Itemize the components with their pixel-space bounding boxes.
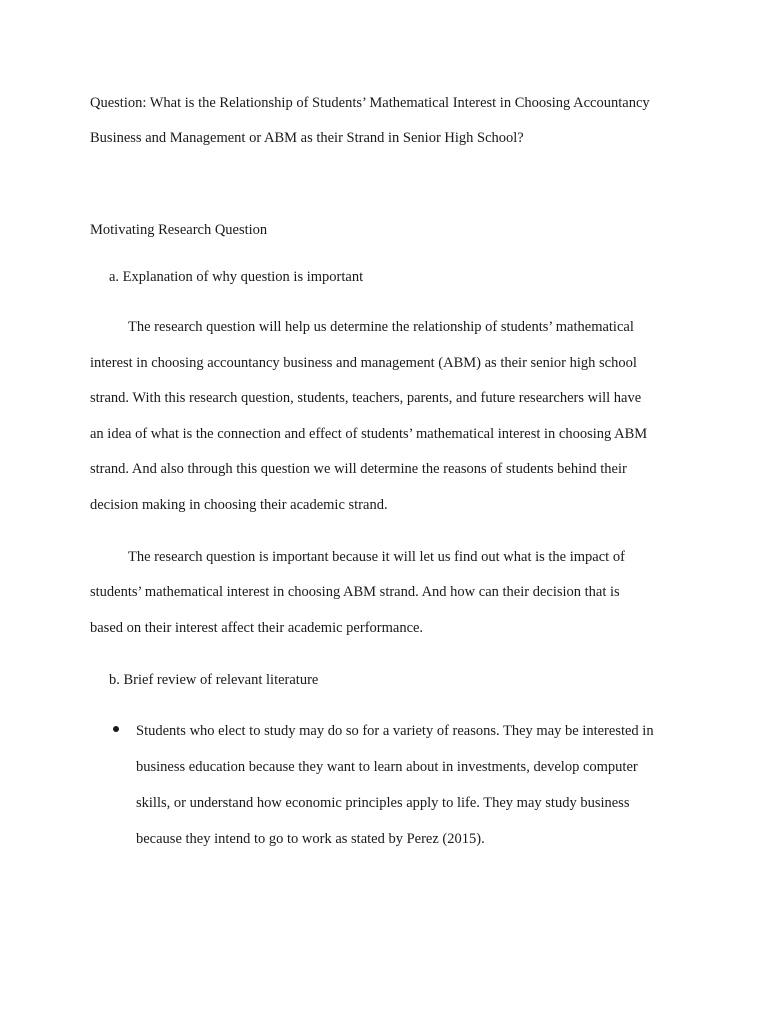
para1-line-5: strand. And also through this question we will determine the reasons of students behind their — [90, 461, 627, 477]
section-heading: Motivating Research Question — [90, 222, 268, 238]
para2-line-2: students’ mathematical interest in choosing ABM strand. And how can their decision that is — [90, 584, 620, 600]
subheading-b: b. Brief review of relevant literature — [109, 672, 319, 688]
question-line-1: Question: What is the Relationship of Students’ Mathematical Interest in Choosing Accountancy — [90, 95, 650, 111]
para2-line-1: The research question is important because it will let us find out what is the impact of — [128, 549, 625, 565]
bullet1-line-4: because they intend to go to work as stated by Perez (2015). — [136, 831, 485, 847]
para1-line-4: an idea of what is the connection and effect of students’ mathematical interest in choosing ABM — [90, 426, 648, 442]
bullet-icon — [113, 726, 119, 732]
subheading-a: a. Explanation of why question is important — [109, 269, 364, 285]
para1-line-6: decision making in choosing their academic strand. — [90, 497, 388, 513]
bullet1-line-1: Students who elect to study may do so for a variety of reasons. They may be interested in — [136, 723, 654, 739]
question-line-2: Business and Management or ABM as their Strand in Senior High School? — [90, 130, 524, 146]
bullet1-line-3: skills, or understand how economic principles apply to life. They may study business — [136, 795, 630, 811]
para1-line-2: interest in choosing accountancy business and management (ABM) as their senior high school — [90, 355, 637, 371]
para2-line-3: based on their interest affect their academic performance. — [90, 620, 424, 636]
bullet1-line-2: business education because they want to learn about in investments, develop computer — [136, 759, 638, 775]
para1-line-1: The research question will help us determine the relationship of students’ mathematical — [128, 319, 634, 335]
para1-line-3: strand. With this research question, students, teachers, parents, and future researchers will have — [90, 390, 642, 406]
